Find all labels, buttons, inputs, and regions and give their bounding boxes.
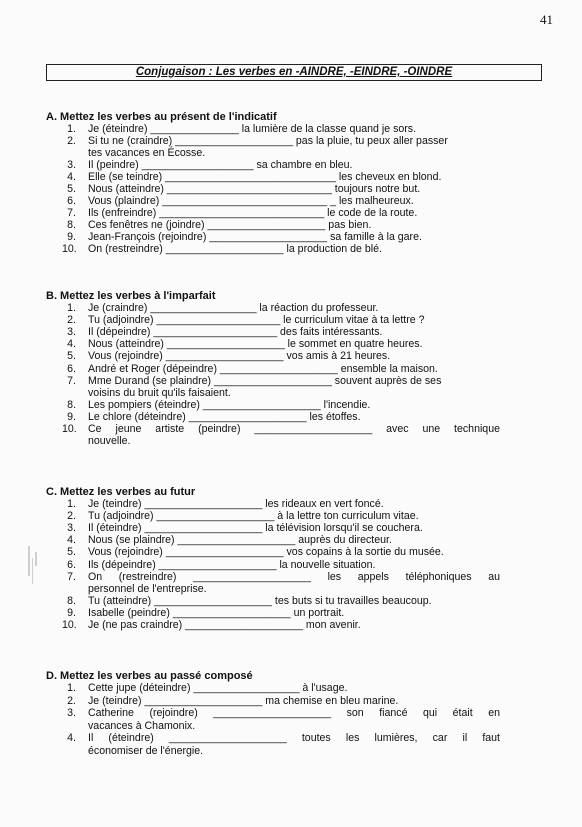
item-sentence: Mme Durand (se plaindre) ____________________ souvent auprès de ses <box>88 374 442 387</box>
item-number: 9. <box>67 606 76 619</box>
item-continuation: voisins du bruit qu'ils faisaient. <box>88 386 231 399</box>
item-number: 3. <box>67 326 76 339</box>
item-sentence: Nous (atteindre) ____________________ le sommet en quatre heures. <box>88 338 423 351</box>
item-number: 10. <box>62 423 77 435</box>
item-number: 9. <box>67 231 76 243</box>
item-number: 3. <box>67 522 76 535</box>
item-number: 10. <box>62 243 77 255</box>
item-sentence: Ils (dépeindre) ____________________ la nouvelle situation. <box>88 558 376 571</box>
item-number: 9. <box>67 410 76 423</box>
item-continuation: nouvelle. <box>88 435 131 448</box>
item-number: 2. <box>67 135 76 147</box>
item-sentence: On (restreindre) ____________________ les appels téléphoniques au <box>88 570 500 583</box>
item-sentence: Je (ne pas craindre) ____________________ mon avenir. <box>88 619 361 631</box>
item-number: 2. <box>67 694 76 707</box>
item-sentence: Il (peindre) ___________________ sa chambre en bleu. <box>88 159 353 171</box>
item-sentence: Nous (atteindre) ____________________________ toujours notre but. <box>88 183 421 195</box>
item-continuation: économiser de l'énergie. <box>88 745 204 757</box>
item-number: 7. <box>67 570 76 583</box>
margin-speck <box>35 552 37 566</box>
item-sentence: Catherine (rejoindre) ____________________ son fiancé qui était en <box>88 707 500 720</box>
item-sentence: Tu (atteindre) ____________________ tes buts si tu travailles beaucoup. <box>88 594 432 607</box>
section-heading: A. Mettez les verbes au présent de l'indicatif <box>46 111 277 123</box>
item-continuation: tes vacances en Écosse. <box>88 147 206 159</box>
item-sentence: Tu (adjoindre) ____________________ à la lettre ton curriculum vitae. <box>88 510 419 523</box>
item-number: 5. <box>67 350 76 363</box>
item-number: 1. <box>67 123 76 135</box>
item-number: 8. <box>67 594 76 607</box>
item-sentence: Vous (rejoindre) ____________________ vos amis à 21 heures. <box>88 350 391 363</box>
item-sentence: Vous (plaindre) ____________________________ _ les malheureux. <box>88 195 414 207</box>
item-number: 7. <box>67 374 76 387</box>
item-sentence: Il (dépeindre) _____________________ des faits intéressants. <box>88 326 383 339</box>
item-sentence: Tu (adjoindre) _____________________ le curriculum vitae à ta lettre ? <box>88 314 425 327</box>
item-continuation: personnel de l'entreprise. <box>88 582 207 595</box>
item-sentence: Il (éteindre) ____________________ la télévision lorsqu'il se couchera. <box>88 522 423 535</box>
page-number: 41 <box>540 12 553 27</box>
margin-speck <box>32 558 33 584</box>
item-sentence: Les pompiers (éteindre) ____________________ l'incendie. <box>88 398 371 411</box>
item-sentence: Ils (enfreindre) ____________________________ le code de la route. <box>88 207 418 219</box>
item-sentence: Je (teindre) ____________________ ma chemise en bleu marine. <box>88 694 399 707</box>
item-number: 10. <box>62 619 77 631</box>
item-continuation: vacances à Chamonix. <box>88 719 196 732</box>
section-heading: B. Mettez les verbes à l'imparfait <box>46 290 216 302</box>
margin-speck <box>28 546 30 576</box>
item-number: 6. <box>67 195 76 207</box>
item-sentence: Ces fenêtres ne (joindre) ____________________ pas bien. <box>88 219 372 231</box>
item-number: 8. <box>67 219 76 231</box>
item-number: 1. <box>67 498 76 510</box>
item-sentence: Il (éteindre) ____________________ toutes les lumières, car il faut <box>88 732 500 745</box>
item-sentence: Isabelle (peindre) ____________________ un portrait. <box>88 606 345 619</box>
item-number: 4. <box>67 171 76 183</box>
item-sentence: Nous (se plaindre) ____________________ auprès du directeur. <box>88 534 392 547</box>
item-sentence: Si tu ne (craindre) ____________________ pas la pluie, tu peux aller passer <box>88 135 448 147</box>
item-sentence: Je (éteindre) _______________ la lumière de la classe quand je sors. <box>88 123 417 135</box>
item-sentence: Jean-François (rejoindre) ____________________ sa famille à la gare. <box>88 231 422 243</box>
item-number: 5. <box>67 546 76 559</box>
item-number: 1. <box>67 682 76 694</box>
item-number: 7. <box>67 207 76 219</box>
section-heading: C. Mettez les verbes au futur <box>46 486 196 498</box>
item-number: 4. <box>67 338 76 351</box>
item-number: 4. <box>67 732 76 745</box>
item-sentence: Je (craindre) __________________ la réaction du professeur. <box>88 302 379 314</box>
item-number: 3. <box>67 159 76 171</box>
item-sentence: Cette jupe (déteindre) __________________ à l'usage. <box>88 682 348 694</box>
item-number: 6. <box>67 558 76 571</box>
item-number: 4. <box>67 534 76 547</box>
item-sentence: Vous (rejoindre) ____________________ vos copains à la sortie du musée. <box>88 546 444 559</box>
item-sentence: Le chlore (déteindre) ____________________ les étoffes. <box>88 410 361 423</box>
item-number: 2. <box>67 510 76 523</box>
item-sentence: On (restreindre) ____________________ la production de blé. <box>88 243 382 255</box>
worksheet-title <box>46 64 542 81</box>
item-number: 5. <box>67 183 76 195</box>
item-sentence: André et Roger (dépeindre) ____________________ ensemble la maison. <box>88 362 438 375</box>
item-sentence: Elle (se teindre) _____________________________ les cheveux en blond. <box>88 171 442 183</box>
item-number: 3. <box>67 707 76 720</box>
item-number: 1. <box>67 302 76 314</box>
section-heading: D. Mettez les verbes au passé composé <box>46 670 253 682</box>
item-number: 8. <box>67 398 76 411</box>
item-sentence: Je (teindre) ____________________ les rideaux en vert foncé. <box>88 498 384 510</box>
item-sentence: Ce jeune artiste (peindre) ____________________ avec une technique <box>88 423 500 435</box>
title-text: Conjugaison : Les verbes en -AINDRE, -EINDRE, -OINDRE <box>135 66 453 78</box>
item-number: 2. <box>67 314 76 327</box>
item-number: 6. <box>67 362 76 375</box>
